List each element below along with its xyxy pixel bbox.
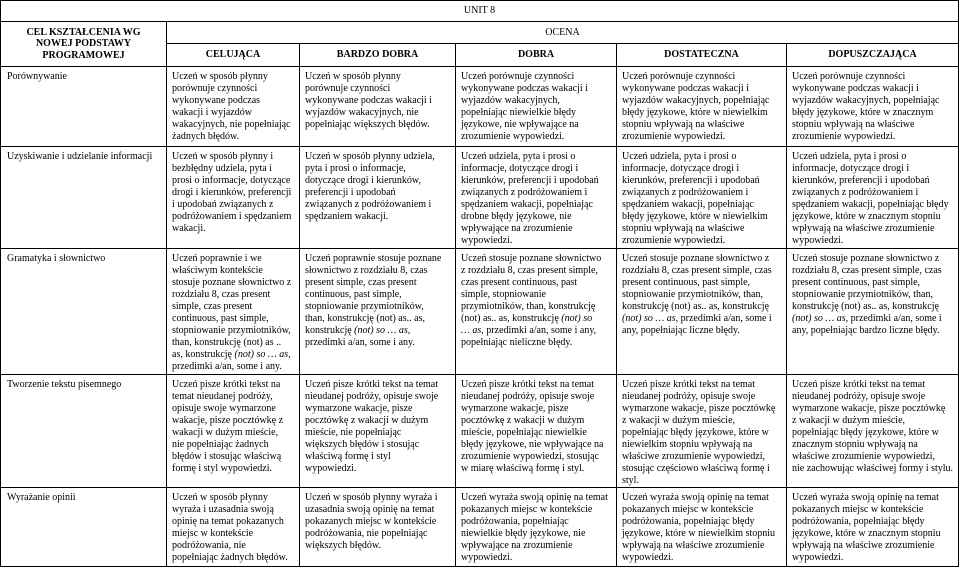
criteria-porownywanie-dobra: Uczeń porównuje czynności wykonywane podczas wakacji i wyjazdów wakacyjnych, popełniając niewielkie błędy językowe, nie wpływające na zrozumienie wypowiedzi. — [456, 67, 617, 147]
criteria-tworzenie-tekstu-bardzo-dobra: Uczeń pisze krótki tekst na temat nieudanej podróży, opisuje swoje wymarzone wakacje, pisze pocztówkę z wakacji w dużym mieście, nie popełniając większych błędów i stosując właściwą formę i styl wypowiedzi. — [300, 375, 456, 488]
criteria-informacje-bardzo-dobra: Uczeń w sposób płynny udziela, pyta i prosi o informacje, dotyczące drogi i kierunków, preferencji i upodobań związanych z podróżowaniem i spędzaniem wakacji. — [300, 147, 456, 249]
criteria-gramatyka-dobra — [456, 249, 617, 375]
criteria-italic-text: (not) so … as, — [354, 325, 411, 336]
grade-header-dopuszczajaca: DOPUSZCZAJĄCA — [787, 44, 959, 67]
table-row-porownywanie — [1, 67, 959, 147]
criteria-text: przedimki a/an, some i any, popełniając nieliczne błędy. — [461, 325, 597, 348]
skill-label-gramatyka: Gramatyka i słownictwo — [1, 249, 167, 375]
criteria-porownywanie-dopuszczajaca: Uczeń porównuje czynności wykonywane podczas wakacji i wyjazdów wakacyjnych, popełniając błędy językowe, które w znacznym stopniu wpływają na właściwe zrozumienie wypowiedzi. — [787, 67, 959, 147]
table-row-gramatyka — [1, 249, 959, 375]
criteria-wyrazanie-opinii-dopuszczajaca: Uczeń wyraża swoją opinię na temat pokazanych miejsc w kontekście podróżowania, popełniając błędy językowe, które w znacznym stopniu wpływają na właściwe zrozumienie wypowiedzi. — [787, 488, 959, 567]
grade-header-bardzo-dobra: BARDZO DOBRA — [300, 44, 456, 67]
criteria-tworzenie-tekstu-dobra: Uczeń pisze krótki tekst na temat nieudanej podróży, opisuje swoje wymarzone wakacje, pisze pocztówkę z wakacji w dużym mieście, popełniając niewielkie błędy językowe, nie wpływające na zrozumienie wypowiedzi, stosując w miarę właściwą formę i styl. — [456, 375, 617, 488]
criteria-tworzenie-tekstu-celujaca: Uczeń pisze krótki tekst na temat nieudanej podróży, opisuje swoje wymarzone wakacje, pisze pocztówkę z wakacji w dużym mieście, nie popełniając żadnych błędów i stosując właściwą formę i styl wypowiedzi. — [167, 375, 300, 488]
grade-header-celujaca: CELUJĄCA — [167, 44, 300, 67]
criteria-text: przedimki a/an, some i any. — [172, 361, 282, 372]
criteria-text: przedimki a/an, some i any. — [305, 337, 415, 348]
criteria-italic-text: (not) so … as, — [792, 313, 849, 324]
criteria-porownywanie-celujaca: Uczeń w sposób płynny porównuje czynności wykonywane podczas wakacji i wyjazdów wakacyjnych, nie popełniając żadnych błędów. — [167, 67, 300, 147]
table-row-informacje — [1, 147, 959, 249]
criteria-italic-text: (not) so … as, — [234, 349, 291, 360]
criteria-wyrazanie-opinii-celujaca: Uczeń w sposób płynny wyraża i uzasadnia swoją opinię na temat pokazanych miejsc w kontekście podróżowania, nie popełniając żadnych błędów. — [167, 488, 300, 567]
criteria-text: przedimki a/an, some i any, popełniając liczne błędy. — [622, 313, 772, 336]
unit-title: UNIT 8 — [1, 1, 959, 22]
grade-heading: OCENA — [167, 22, 959, 44]
criteria-porownywanie-dostateczna: Uczeń porównuje czynności wykonywane podczas wakacji i wyjazdów wakacyjnych, popełniając błędy językowe, które w niewielkim stopniu wpływają na właściwe zrozumienie wypowiedzi. — [617, 67, 787, 147]
criteria-text: Uczeń stosuje poznane słownictwo z rozdziału 8, czas present simple, czas present continuous, past simple, stopniowanie przymiotników, than, konstrukcję (not) as.. as, konstrukcję — [792, 253, 942, 312]
criteria-gramatyka-bardzo-dobra — [300, 249, 456, 375]
unit-row — [1, 1, 959, 22]
criteria-informacje-celujaca: Uczeń w sposób płynny i bezbłędny udziela, pyta i prosi o informacje, dotyczące drogi i kierunków, preferencji i upodobań związanych z podróżowaniem i spędzaniem wakacji. — [167, 147, 300, 249]
criteria-tworzenie-tekstu-dopuszczajaca: Uczeń pisze krótki tekst na temat nieudanej podróży, opisuje swoje wymarzone wakacje, pisze pocztówkę z wakacji w dużym mieście, popełniając błędy językowe, które w znacznym stopniu wpływają na właściwe zrozumienie wypowiedzi, nie zachowując właściwej formy i stylu. — [787, 375, 959, 488]
criteria-italic-text: (not) so … as, — [461, 313, 593, 336]
table-row-tworzenie-tekstu — [1, 375, 959, 488]
criteria-text: przedimki a/an, some i any, popełniając bardzo liczne błędy. — [792, 313, 942, 336]
criteria-gramatyka-celujaca — [167, 249, 300, 375]
grade-header-dobra: DOBRA — [456, 44, 617, 67]
criteria-informacje-dopuszczajaca: Uczeń udziela, pyta i prosi o informacje, dotyczące drogi i kierunków, preferencji i upodobań związanych z podróżowaniem i spędzaniem wakacji, popełniając błędy językowe, które w znacznym stopniu wpływają na właściwe zrozumienie wypowiedzi. — [787, 147, 959, 249]
skill-label-porownywanie: Porównywanie — [1, 67, 167, 147]
table-row-wyrazanie-opinii — [1, 488, 959, 567]
grade-header-dostateczna: DOSTATECZNA — [617, 44, 787, 67]
criteria-wyrazanie-opinii-bardzo-dobra: Uczeń w sposób płynny wyraża i uzasadnia swoją opinię na temat pokazanych miejsc w kontekście podróżowania, nie popełniając większych błędów. — [300, 488, 456, 567]
grade-heading-row — [1, 22, 959, 44]
criteria-italic-text: (not) so … as, — [622, 313, 679, 324]
criteria-informacje-dobra: Uczeń udziela, pyta i prosi o informacje, dotyczące drogi i kierunków, preferencji i upodobań związanych z podróżowaniem i spędzaniem wakacji, popełniając drobne błędy językowe, nie wpływające na zrozumienie wypowiedzi. — [456, 147, 617, 249]
criteria-wyrazanie-opinii-dostateczna: Uczeń wyraża swoją opinię na temat pokazanych miejsc w kontekście podróżowania, popełniając błędy językowe, które w niewielkim stopniu wpływają na właściwe zrozumienie wypowiedzi. — [617, 488, 787, 567]
skill-label-informacje: Uzyskiwanie i udzielanie informacji — [1, 147, 167, 249]
criteria-gramatyka-dostateczna — [617, 249, 787, 375]
skill-label-wyrazanie-opinii: Wyrażanie opinii — [1, 488, 167, 567]
goal-heading: CEL KSZTAŁCENIA WG NOWEJ PODSTAWY PROGRAMOWEJ — [1, 22, 167, 67]
criteria-wyrazanie-opinii-dobra: Uczeń wyraża swoją opinię na temat pokazanych miejsc w kontekście podróżowania, popełniając niewielkie błędy językowe, nie wpływające na zrozumienie wypowiedzi. — [456, 488, 617, 567]
criteria-text: Uczeń poprawnie stosuje poznane słownictwo z rozdziału 8, czas present simple, czas present continuous, past simple, stopniowanie przymiotników, than, konstrukcję (not) as.. as, konstrukcję — [305, 253, 442, 336]
criteria-gramatyka-dopuszczajaca — [787, 249, 959, 375]
criteria-informacje-dostateczna: Uczeń udziela, pyta i prosi o informacje, dotyczące drogi i kierunków, preferencji i upodobań związanych z podróżowaniem i spędzaniem wakacji, popełniając błędy językowe, które w niewielkim stopniu wpływają na właściwe zrozumienie wypowiedzi. — [617, 147, 787, 249]
criteria-text: Uczeń poprawnie i we właściwym kontekście stosuje poznane słownictwo z rozdziału 8, czas present simple, czas present continuous, past simple, stopniowanie przymiotników, than, konstrukcję (not) as .. as, konstrukcję — [172, 253, 292, 360]
criteria-porownywanie-bardzo-dobra: Uczeń w sposób płynny porównuje czynności wykonywane podczas wakacji i wyjazdów wakacyjnych, nie popełniając większych błędów. — [300, 67, 456, 147]
criteria-tworzenie-tekstu-dostateczna: Uczeń pisze krótki tekst na temat nieudanej podróży, opisuje swoje wymarzone wakacje, pisze pocztówkę z wakacji w dużym mieście, popełniając błędy językowe, które w niewielkim stopniu wpływają na właściwe zrozumienie wypowiedzi, stosując częściowo właściwą formę i styl. — [617, 375, 787, 488]
criteria-text: Uczeń stosuje poznane słownictwo z rozdziału 8, czas present simple, czas present continuous, past simple, stopniowanie przymiotników, than, konstrukcję (not) as.. as, konstrukcję — [461, 253, 602, 324]
criteria-text: Uczeń stosuje poznane słownictwo z rozdziału 8, czas present simple, czas present continuous, past simple, stopniowanie przymiotników, than, konstrukcję (not) as.. as, konstrukcję — [622, 253, 772, 312]
skill-label-tworzenie-tekstu: Tworzenie tekstu pisemnego — [1, 375, 167, 488]
